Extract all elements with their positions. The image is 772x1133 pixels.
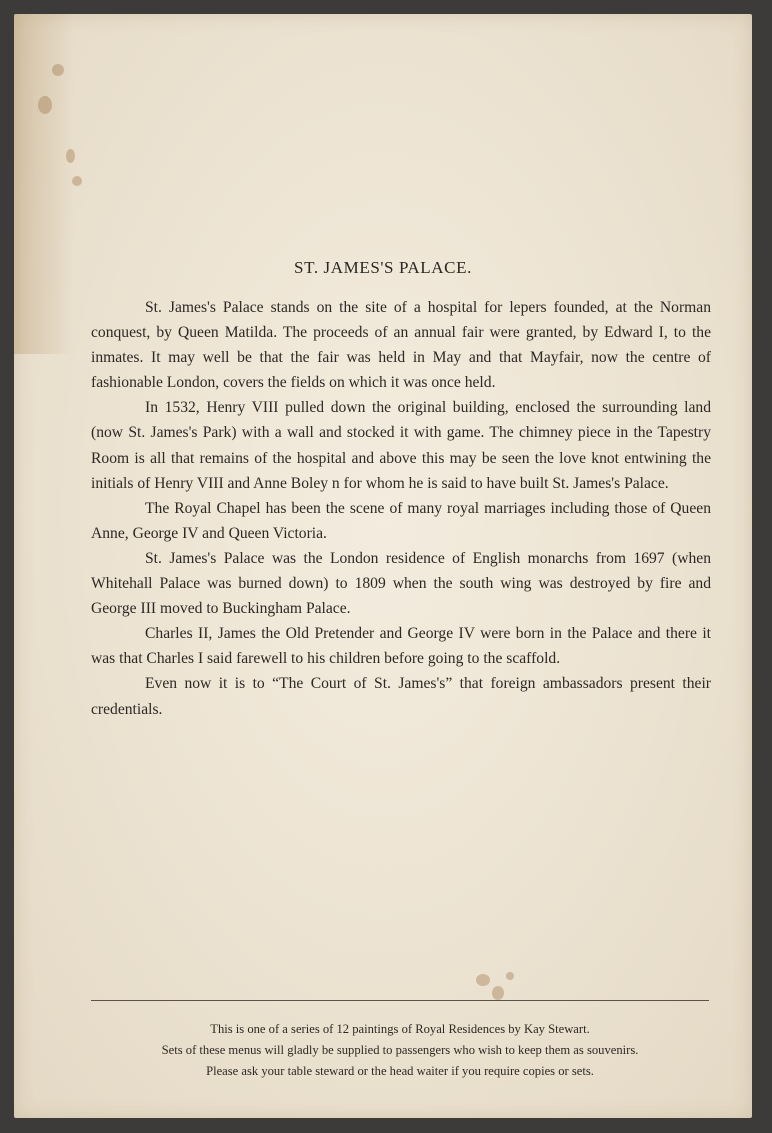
document-title: ST. JAMES'S PALACE. bbox=[294, 258, 472, 277]
stain-spot bbox=[52, 64, 64, 76]
stain-spot bbox=[506, 972, 514, 980]
stain-spot bbox=[492, 986, 504, 1000]
paragraph: Even now it is to “The Court of St. James's” that foreign ambassadors present their credentials. bbox=[91, 675, 711, 718]
paragraph: Charles II, James the Old Pretender and George IV were born in the Palace and there it was that Charles I said farewell to his children before going to the scaffold. bbox=[91, 625, 711, 668]
paragraph: In 1532, Henry VIII pulled down the original building, enclosed the surrounding land (now St. James's Park) with a wall and stocked it with game. The chimney piece in the Tapestry Room is all that remains of the hospital and above this may be seen the love knot entwining the initials of Henry VIII and Anne Boley n for whom he is said to have built St. James's Palace. bbox=[91, 399, 711, 492]
stain-spot bbox=[38, 96, 52, 114]
paragraph: St. James's Palace stands on the site of a hospital for lepers founded, at the Norman conquest, by Queen Matilda. The proceeds of an annual fair were granted, by Edward I, to the inmates. It may well be that the fair was held in May and that Mayfair, now the centre of fashionable London, covers the fields on which it was once held. bbox=[91, 299, 711, 392]
paragraph: St. James's Palace was the London residence of English monarchs from 1697 (when Whitehall Palace was burned down) to 1809 when the south wing was destroyed by fire and George III moved to Buckingham Palace. bbox=[91, 549, 711, 618]
edge-stain bbox=[14, 14, 74, 354]
footer-line: This is one of a series of 12 paintings of Royal Residences by Kay Stewart. bbox=[210, 1022, 590, 1036]
paragraph: The Royal Chapel has been the scene of many royal marriages including those of Queen Anne, George IV and Queen Victoria. bbox=[91, 499, 711, 542]
stain-spot bbox=[72, 176, 82, 186]
footer-divider bbox=[91, 1000, 709, 1001]
menu-card bbox=[14, 14, 752, 1118]
footer-line: Please ask your table steward or the head waiter if you require copies or sets. bbox=[206, 1064, 594, 1078]
footer-line: Sets of these menus will gladly be supplied to passengers who wish to keep them as souvenirs. bbox=[161, 1043, 639, 1057]
document-body bbox=[91, 295, 711, 722]
footer-note bbox=[54, 1019, 746, 1082]
stain-spot bbox=[476, 974, 490, 986]
stain-spot bbox=[66, 149, 75, 163]
